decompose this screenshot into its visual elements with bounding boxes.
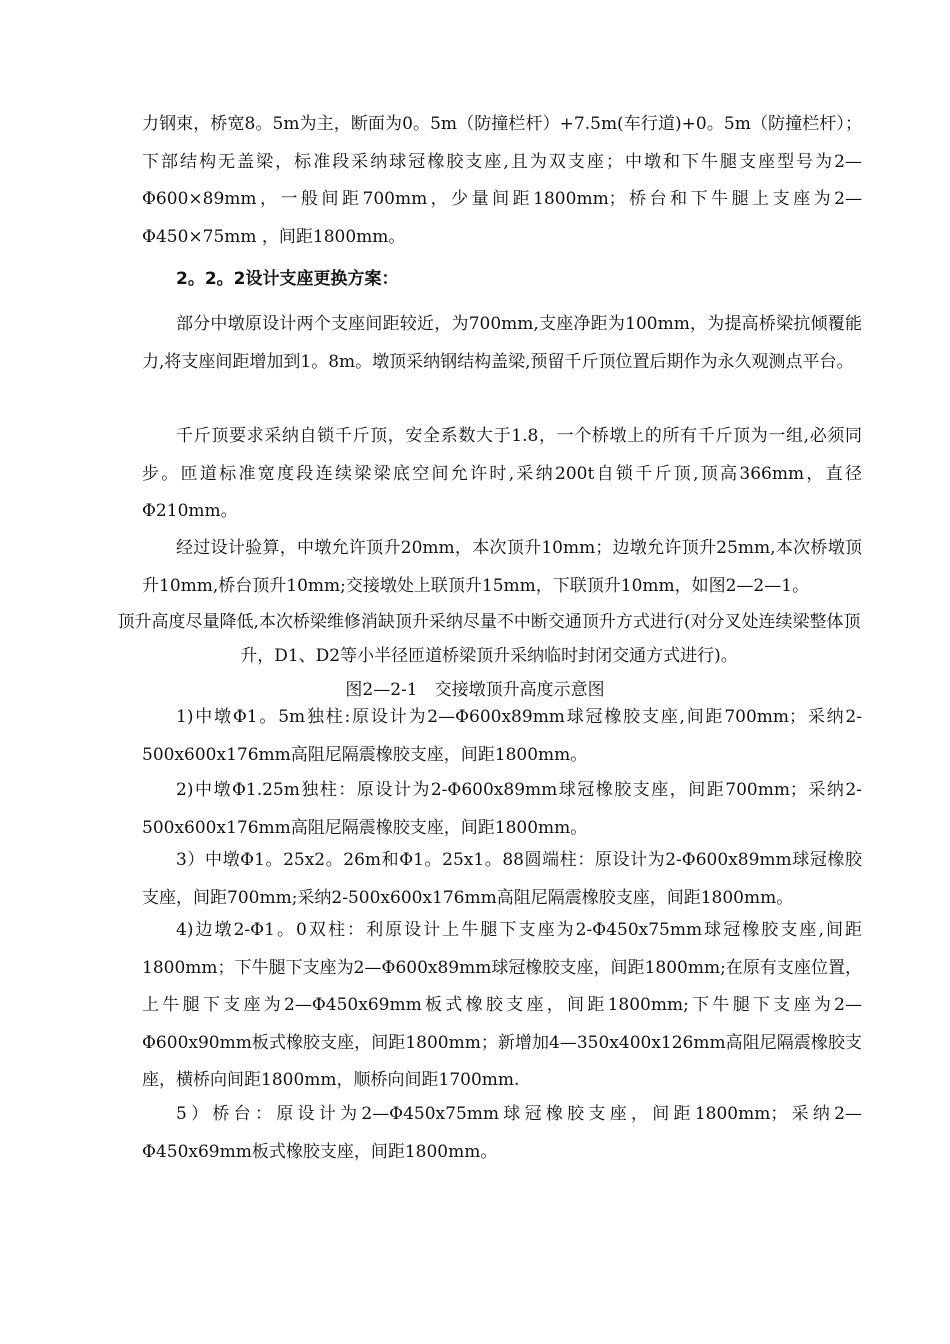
paragraph-jacking-amounts: 经过设计验算，中墩允许顶升20mm，本次顶升10mm；边墩允许顶升25mm,本次桥墩顶升10mm,桥台顶升10mm;交接墩处上联顶升15mm，下联顶升10mm，如图2—2—1。	[142, 538, 862, 596]
list-item-1: 1)中墩Φ1。5m独柱:原设计为2—Φ600x89mm球冠橡胶支座,间距700mm；采纳2-500x600x176mm高阻尼隔震橡胶支座，间距1800mm。	[142, 707, 862, 765]
list-item-2: 2)中墩Φ1.25m独柱：原设计为2-Φ600x89mm球冠橡胶支座，间距700mm；采纳2-500x600x176mm高阻尼隔震橡胶支座，间距1800mm。	[142, 780, 862, 838]
section-heading-bearing-replacement: 2。2。2设计支座更换方案：	[176, 269, 399, 289]
paragraph-bridge-structure: 力钢束，桥宽8。5m为主，断面为0。5m（防撞栏杆）+7.5m(车行道)+0。5m（防撞栏杆）；下部结构无盖梁，标准段采纳球冠橡胶支座,且为双支座；中墩和下牛腿支座型号为2—Φ600×89mm，一般间距700mm，少量间距1800mm；桥台和下牛腿上支座为2—Φ450×75mm ，间距1800mm。	[142, 114, 862, 247]
figure-caption: 图2—2-1 交接墩顶升高度示意图	[345, 680, 605, 700]
paragraph-jack-requirements: 千斤顶要求采纳自锁千斤顶，安全系数大于1.8，一个桥墩上的所有千斤顶为一组,必须同步。匝道标准宽度段连续梁梁底空间允许时,采纳200t自锁千斤顶,顶高366mm，直径Φ210mm。	[142, 426, 862, 521]
list-item-4: 4)边墩2-Φ1。0双柱：利原设计上牛腿下支座为2-Φ450x75mm球冠橡胶支座,间距1800mm；下牛腿下支座为2—Φ600x89mm球冠橡胶支座，间距1800mm;在原有支座位置，上牛腿下支座为2—Φ450x69mm板式橡胶支座，间距1800mm;下牛腿下支座为2—Φ600x90mm板式橡胶支座，间距1800mm；新增加4—350x400x126mm高阻尼隔震橡胶支座，横桥向间距1800mm，顺桥向间距1700mm.	[142, 920, 862, 1090]
list-item-3: 3）中墩Φ1。25x2。26m和Φ1。25x1。88圆端柱：原设计为2-Φ600x89mm球冠橡胶支座，间距700mm;采纳2-500x600x176mm高阻尼隔震橡胶支座，间距1800mm。	[142, 850, 862, 908]
paragraph-bearing-spacing: 部分中墩原设计两个支座间距较近，为700mm,支座净距为100mm，为提高桥梁抗倾覆能力,将支座间距增加到1。8m。墩顶采纳钢结构盖梁,预留千斤顶位置后期作为永久观测点平台。	[142, 314, 862, 372]
paragraph-jacking-method: 顶升高度尽量降低,本次桥梁维修消缺顶升采纳尽量不中断交通顶升方式进行(对分叉处连续梁整体顶升，D1、D2等小半径匝道桥梁顶升采纳临时封闭交通方式进行)。	[117, 612, 861, 666]
list-item-5: 5）桥台：原设计为2—Φ450x75mm球冠橡胶支座，间距1800mm；采纳2—Φ450x69mm板式橡胶支座，间距1800mm。	[142, 1104, 862, 1162]
